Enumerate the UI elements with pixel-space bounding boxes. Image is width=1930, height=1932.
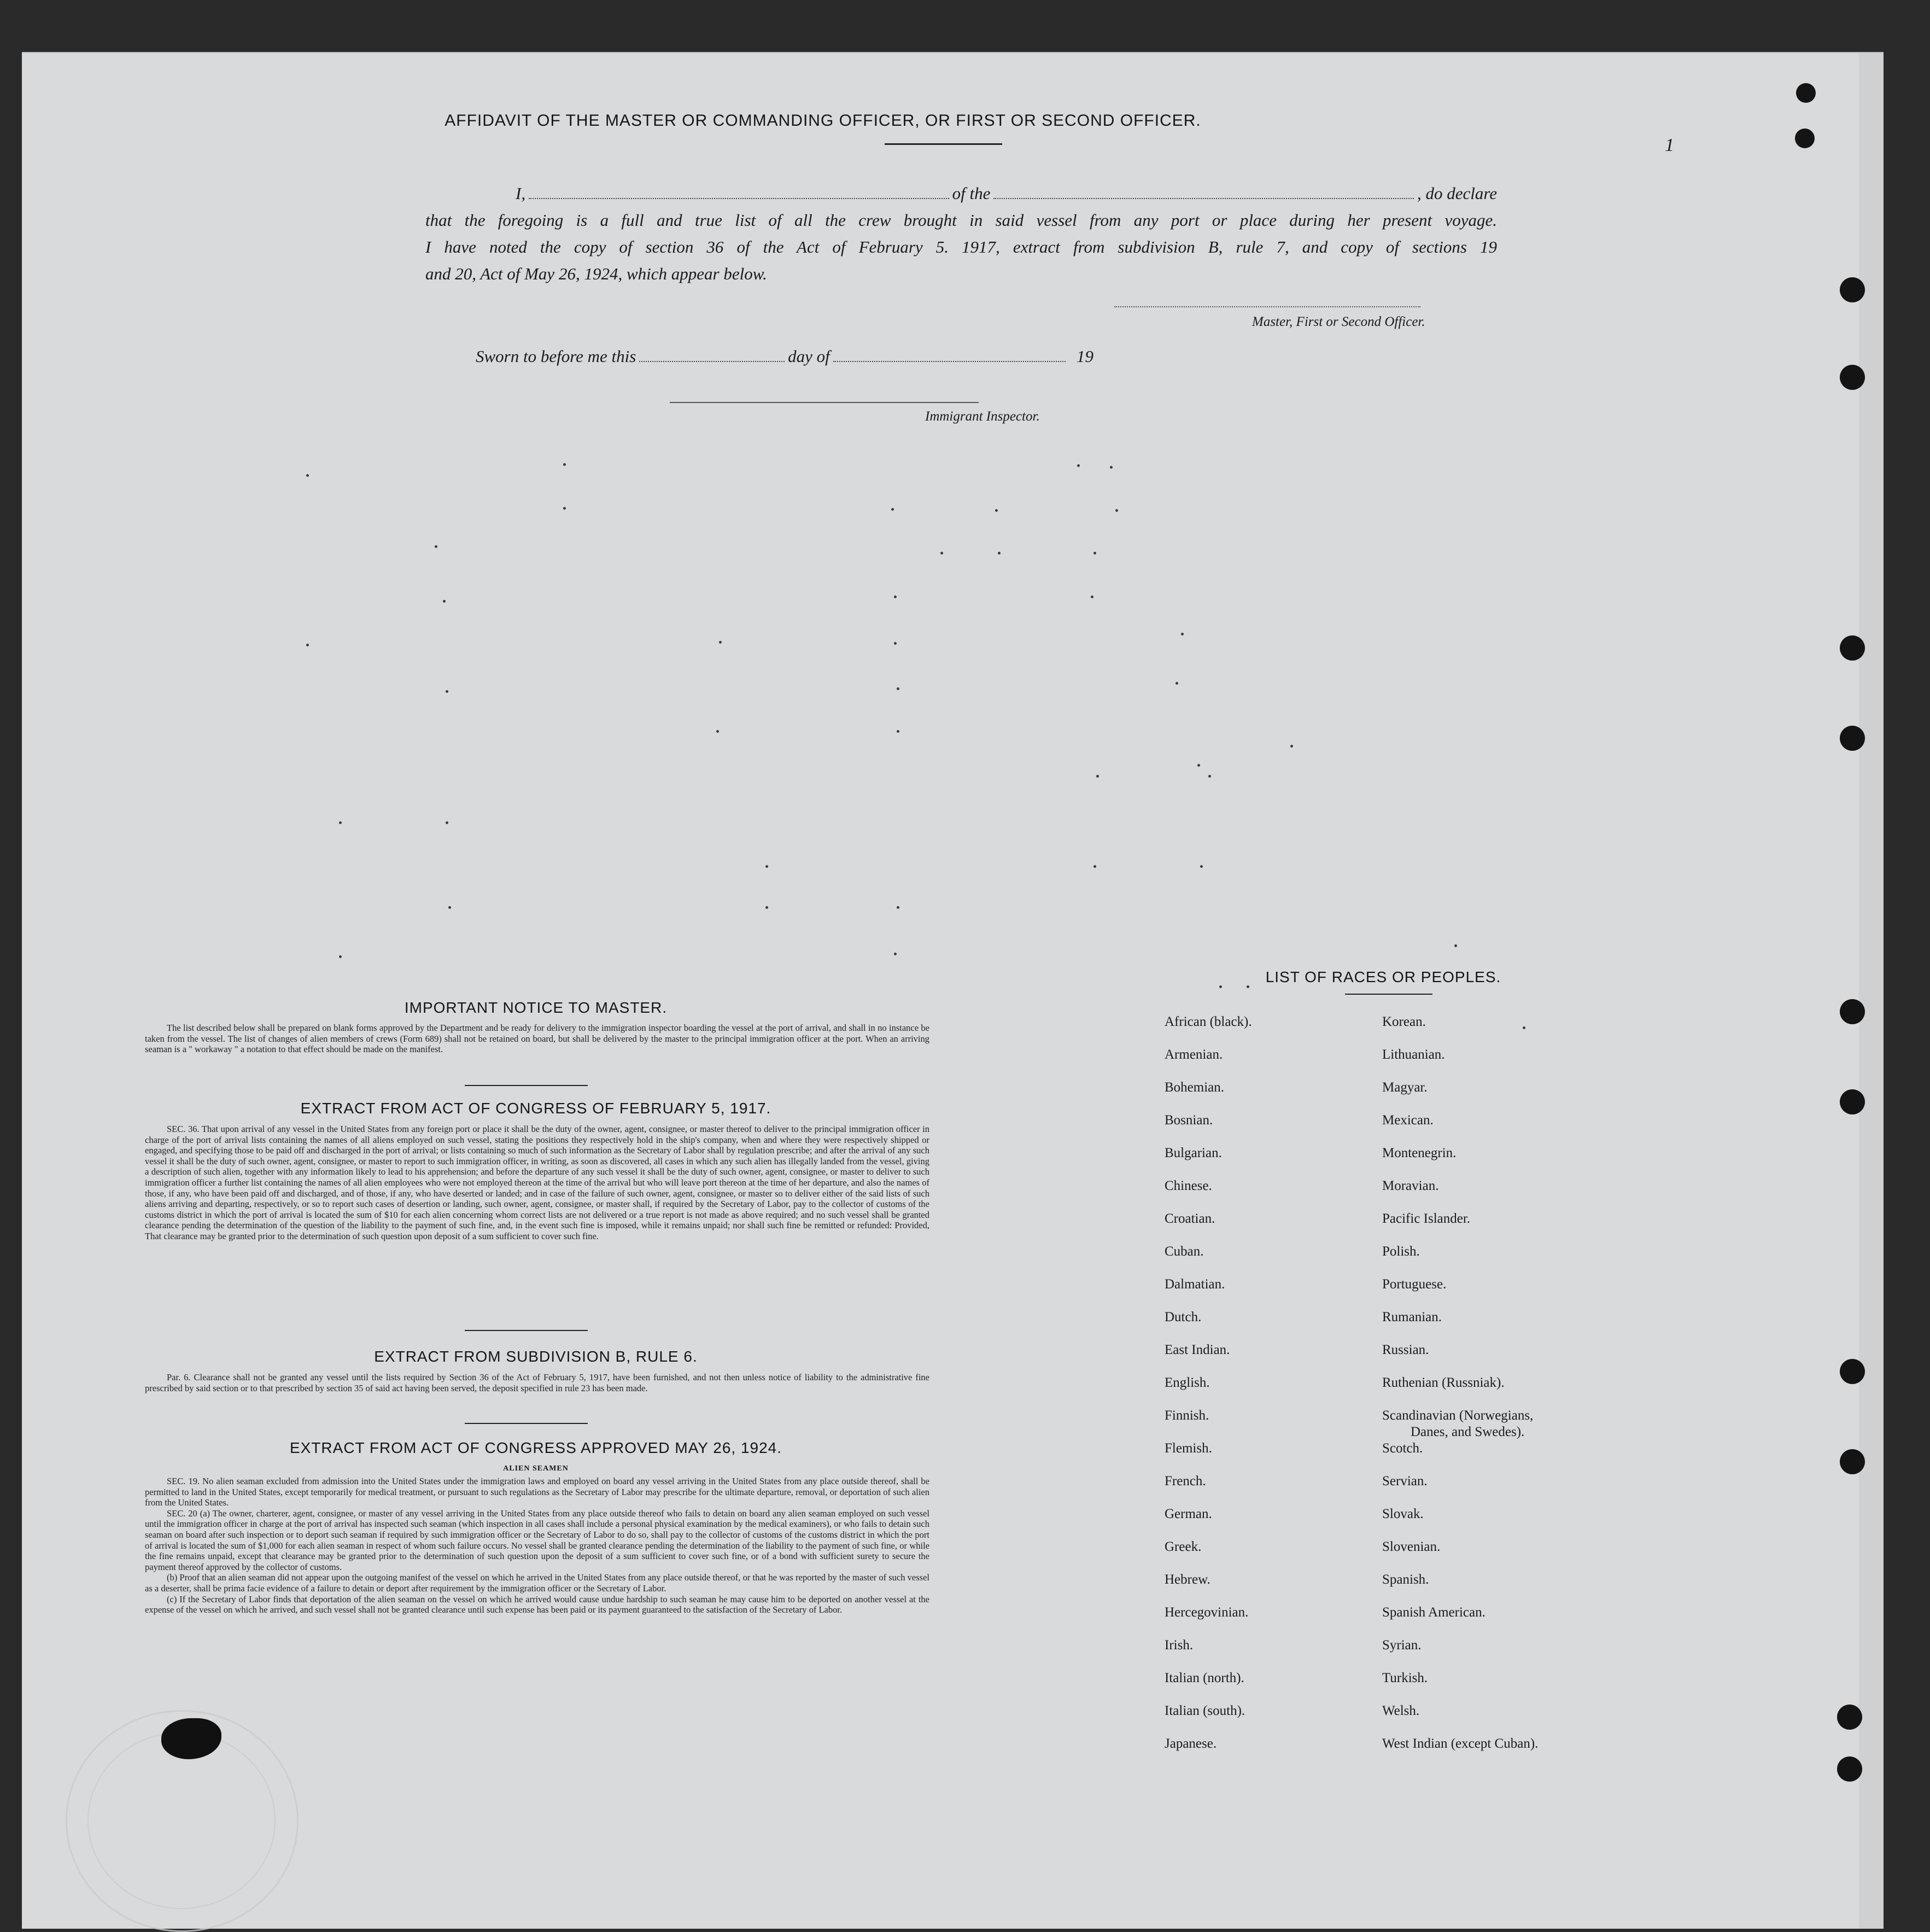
punch-hole bbox=[1840, 999, 1865, 1024]
punch-hole bbox=[1840, 365, 1865, 390]
affidavit-title: AFFIDAVIT OF THE MASTER OR COMMANDING OFFICER, OR FIRST OR SECOND OFFICER. bbox=[445, 112, 1201, 130]
sworn-line bbox=[476, 343, 1093, 370]
race-item: Servian. bbox=[1382, 1474, 1428, 1489]
stray-dot bbox=[894, 642, 897, 645]
punch-hole bbox=[1840, 635, 1865, 661]
stray-dot bbox=[998, 552, 1001, 554]
stray-dot bbox=[306, 474, 309, 477]
name-blank[interactable] bbox=[529, 183, 949, 199]
race-item: Moravian. bbox=[1382, 1178, 1439, 1193]
race-item: German. bbox=[1165, 1507, 1212, 1521]
race-item: Syrian. bbox=[1382, 1638, 1422, 1653]
race-item: Greek. bbox=[1165, 1539, 1202, 1554]
race-item: Italian (south). bbox=[1165, 1703, 1245, 1718]
race-item: Mexican. bbox=[1382, 1113, 1434, 1128]
race-item: Welsh. bbox=[1382, 1703, 1420, 1718]
notice-title: IMPORTANT NOTICE TO MASTER. bbox=[404, 999, 668, 1016]
race-item: Japanese. bbox=[1165, 1736, 1217, 1751]
race-item: Pacific Islander. bbox=[1382, 1211, 1471, 1226]
race-item: Dutch. bbox=[1165, 1310, 1202, 1324]
punch-hole bbox=[1796, 83, 1816, 103]
page-number: 1 bbox=[1665, 135, 1674, 155]
race-item-continuation: Danes, and Swedes). bbox=[1411, 1425, 1525, 1439]
stray-dot bbox=[891, 508, 894, 511]
race-item: Cuban. bbox=[1165, 1244, 1204, 1259]
stray-dot bbox=[940, 552, 943, 554]
affidavit-text: , do declare bbox=[1417, 184, 1498, 203]
race-item: Irish. bbox=[1165, 1638, 1194, 1653]
sworn-text: day of bbox=[788, 347, 830, 366]
inspector-label: Immigrant Inspector. bbox=[925, 409, 1040, 424]
stray-dot bbox=[1200, 865, 1203, 868]
stray-dot bbox=[1096, 775, 1099, 778]
stray-dot bbox=[1077, 464, 1080, 467]
race-item: Italian (north). bbox=[1165, 1671, 1244, 1685]
race-item: Polish. bbox=[1382, 1244, 1420, 1259]
race-item: Magyar. bbox=[1382, 1080, 1428, 1095]
punch-hole bbox=[1840, 1089, 1865, 1114]
sec19-paragraph: SEC. 19. No alien seaman excluded from admission into the United States under the immigration laws and employed on board any vessel arriving in the United States from any place outside thereof, shall be permitted to land in the United States, except temporarily for medical treatment, or pursuant to such regulations as the Secretary of Labor may prescribe for the ultimate departure, removal, or deportation of such alien from the United States. bbox=[145, 1476, 929, 1508]
race-item: Flemish. bbox=[1165, 1441, 1212, 1456]
stray-dot bbox=[1181, 633, 1184, 635]
day-blank[interactable] bbox=[639, 346, 785, 362]
section-rule bbox=[465, 1330, 588, 1331]
year-text: 19 bbox=[1077, 347, 1093, 366]
stray-dot bbox=[563, 463, 566, 466]
race-item: Scandinavian (Norwegians, bbox=[1382, 1408, 1534, 1423]
stray-dot bbox=[719, 641, 722, 644]
stray-dot bbox=[894, 953, 897, 955]
stray-dot bbox=[716, 730, 719, 733]
race-item: Slovenian. bbox=[1382, 1539, 1441, 1554]
stray-dot bbox=[1093, 552, 1096, 554]
stray-dot bbox=[897, 687, 899, 690]
affidavit-line-3: I have noted the copy of section 36 of the Act of February 5. 1917, extract from subdivision B, rule 7, and copy of sections 19 bbox=[425, 237, 1497, 256]
notice-text bbox=[145, 1023, 929, 1055]
race-item: Bosnian. bbox=[1165, 1113, 1213, 1128]
extract-1917-title: EXTRACT FROM ACT OF CONGRESS OF FEBRUARY 5, 1917. bbox=[300, 1100, 771, 1117]
affidavit-line-1 bbox=[425, 180, 1497, 207]
race-item: Hebrew. bbox=[1165, 1572, 1210, 1587]
extract-1924-text bbox=[145, 1476, 929, 1615]
stray-dot bbox=[1208, 775, 1211, 778]
race-item: English. bbox=[1165, 1375, 1210, 1390]
race-item: Slovak. bbox=[1382, 1507, 1424, 1521]
race-item: Chinese. bbox=[1165, 1178, 1212, 1193]
race-item: Lithuanian. bbox=[1382, 1047, 1445, 1062]
affidavit-text: I, bbox=[516, 184, 526, 203]
sworn-text: Sworn to before me this bbox=[476, 347, 636, 366]
affidavit-line-4: and 20, Act of May 26, 1924, which appear below. bbox=[425, 264, 767, 283]
sec20a-paragraph: SEC. 20 (a) The owner, charterer, agent, consignee, or master of any vessel arriving in the United States from any place outside thereof who fails to detain on board any alien seaman employed on such vessel until the immigration officer in charge at the port of arrival has inspected such seaman (which inspection in all cases shall include a personal physical examination by the medical examiners), or who fails to detain such seaman on board after such inspection or to deport such seaman if required by such immigration officer or the Secretary of Labor to do so, shall pay to the collector of customs of the customs district in which the port of arrival is located the sum of $1,000 for each alien seaman in respect of whom such failure occurs. No vessel shall be granted clearance pending the determination of the liability to the payment of such fine, or while the fine remains unpaid, except that clearance may be granted prior to the determination of such question upon the deposit of a sum sufficient to cover such fine, or of a bond with sufficient surety to secure the payment thereof approved by the collector of customs. bbox=[145, 1508, 929, 1572]
stray-dot bbox=[1290, 745, 1293, 748]
race-item: Bohemian. bbox=[1165, 1080, 1225, 1095]
race-item: French. bbox=[1165, 1474, 1206, 1489]
race-item: Spanish. bbox=[1382, 1572, 1429, 1587]
notice-paragraph: The list described below shall be prepared on blank forms approved by the Department and be ready for delivery to the immigration inspector boarding the vessel at the port of arrival, and shall in no instance be taken from the vessel. The list of changes of alien members of crews (Form 689) shall not be retained on board, but shall be delivered by the master to the principal immigration officer at the port. When an arriving seaman is a " workaway " a notation to that effect should be made on the manifest. bbox=[145, 1023, 929, 1055]
stray-dot bbox=[894, 596, 897, 598]
race-item: Korean. bbox=[1382, 1014, 1426, 1029]
stray-dot bbox=[1175, 682, 1178, 685]
inspector-signature-line[interactable] bbox=[670, 402, 979, 403]
race-item: Croatian. bbox=[1165, 1211, 1215, 1226]
stray-dot bbox=[339, 955, 342, 958]
stray-dot bbox=[446, 690, 448, 693]
punch-hole bbox=[1840, 726, 1865, 751]
punch-hole bbox=[1837, 1705, 1862, 1730]
extract-1917-paragraph: SEC. 36. That upon arrival of any vessel in the United States from any foreign port or place it shall be the duty of the owner, agent, consignee, or master thereof to deliver to the principal immigration officer in charge of the port of arrival lists containing the names of all aliens employed on such vessel, stating the positions they respectively hold in the ship's company, when and where they were respectively shipped or engaged, and specifying those to be paid off and discharged in the port of arrival; or lists containing so much of such information as the Secretary of Labor shall by regulation prescribe; and after the arrival of any such vessel it shall be the duty of such owner, agent, consignee, or master to report to such immigration officer, in writing, as soon as discovered, all cases in which any such alien has illegally landed from the vessel, giving a description of such alien, together with any information likely to lead to his apprehension; and before the departure of any such vessel it shall be the duty of such owner, agent, consignee, or master to deliver to such immigration officer a further list containing the names of all alien employees who were not employed thereon at the time of the arrival but who will leave port thereon at the time of her departure, and also the names of those, if any, who have been paid off and discharged, and of those, if any, who have deserted or landed; and in case of the failure of such owner, agent, consignee, or master so to deliver either of the said lists of such aliens arriving and departing, respectively, or so to report such cases of desertion or landing, such owner, agent, consignee, or master shall, if required by the Secretary of Labor, pay to the collector of customs of the customs district in which the port of arrival is located the sum of $10 for each alien concerning whom correct lists are not delivered or a true report is not made as above required; and no such vessel shall be granted clearance pending the determination of the question of the liability to the payment of such fine, and, in the event such fine is imposed, while it remains unpaid; nor shall such fine be remitted or refunded: Provided, That clearance may be granted prior to the determination of such question upon deposit of a sum sufficient to cover such fine. bbox=[145, 1124, 929, 1241]
punch-hole bbox=[1840, 1359, 1865, 1384]
race-item: Dalmatian. bbox=[1165, 1277, 1225, 1292]
rule6-text bbox=[145, 1372, 929, 1393]
rule6-paragraph: Par. 6. Clearance shall not be granted any vessel until the lists required by Section 36 of the Act of February 5, 1917, have been furnished, and not then unless notice of liability to the administrative fine prescribed by said section or to that prescribed by section 35 of said act having been served, the deposit specified in rule 23 has been made. bbox=[145, 1372, 929, 1393]
punch-hole bbox=[1840, 1449, 1865, 1474]
stray-dot bbox=[765, 906, 768, 909]
race-item: Rumanian. bbox=[1382, 1310, 1442, 1324]
race-item: East Indian. bbox=[1165, 1343, 1230, 1357]
races-title: LIST OF RACES OR PEOPLES. bbox=[1265, 968, 1501, 985]
sec20c-paragraph: (c) If the Secretary of Labor finds that deportation of the alien seaman on the vessel on which he arrived would cause undue hardship to such seaman he may cause him to be deported on another vessel at the expense of the vessel on which he arrived, and such vessel shall not be granted clearance until such expense has been paid or its payment guaranteed to the satisfaction of the Secretary of Labor. bbox=[145, 1594, 929, 1615]
race-item: Portuguese. bbox=[1382, 1277, 1447, 1292]
rule6-title: EXTRACT FROM SUBDIVISION B, RULE 6. bbox=[374, 1348, 698, 1365]
master-signature-line[interactable] bbox=[1114, 306, 1420, 307]
races-left-column bbox=[1165, 1014, 1252, 1768]
race-item: Armenian. bbox=[1165, 1047, 1223, 1062]
document-page bbox=[22, 52, 1884, 1929]
stray-dot bbox=[446, 821, 448, 824]
section-rule bbox=[465, 1423, 588, 1424]
stray-dot bbox=[1115, 509, 1118, 512]
stray-dot bbox=[897, 906, 899, 909]
race-item: African (black). bbox=[1165, 1014, 1252, 1029]
punch-hole bbox=[1840, 277, 1865, 302]
race-item: Montenegrin. bbox=[1382, 1146, 1457, 1160]
sec20b-paragraph: (b) Proof that an alien seaman did not appear upon the outgoing manifest of the vessel on which he arrived in the United States from any place outside thereof, or that he was reported by the master of such vessel as a deserter, shall be prima facie evidence of a failure to detain or deport after requirement by the immigration officer or the Secretary of Labor. bbox=[145, 1572, 929, 1594]
race-item: Spanish American. bbox=[1382, 1605, 1485, 1620]
punch-hole bbox=[1795, 129, 1815, 148]
punch-hole bbox=[1837, 1756, 1862, 1782]
page-edge bbox=[1859, 53, 1884, 1929]
affidavit-line-2: that the foregoing is a full and true list of all the crew brought in said vessel from any port or place during her present voyage. bbox=[425, 211, 1497, 230]
race-item: Scotch. bbox=[1382, 1441, 1423, 1456]
stray-dot bbox=[995, 509, 998, 512]
affidavit-body bbox=[425, 180, 1497, 287]
extract-1917-text bbox=[145, 1124, 929, 1242]
stray-dot bbox=[1093, 865, 1096, 868]
master-signature-label: Master, First or Second Officer. bbox=[1252, 314, 1425, 329]
stray-dot bbox=[1197, 764, 1200, 767]
race-item: Hercegovinian. bbox=[1165, 1605, 1249, 1620]
race-item: Turkish. bbox=[1382, 1671, 1428, 1685]
stray-dot bbox=[443, 600, 446, 603]
races-rule bbox=[1345, 994, 1432, 995]
stray-dot bbox=[897, 730, 899, 733]
stray-dot bbox=[563, 507, 566, 510]
title-rule bbox=[885, 143, 1002, 145]
races-right-column bbox=[1382, 1014, 1538, 1768]
stray-dot bbox=[306, 644, 309, 646]
stray-dot bbox=[765, 865, 768, 868]
race-item: Bulgarian. bbox=[1165, 1146, 1222, 1160]
stray-dot bbox=[1110, 466, 1113, 469]
race-item: Finnish. bbox=[1165, 1408, 1209, 1423]
vessel-blank[interactable] bbox=[993, 183, 1414, 199]
race-item: Ruthenian (Russniak). bbox=[1382, 1375, 1505, 1390]
stray-dot bbox=[339, 821, 342, 824]
extract-1924-title: EXTRACT FROM ACT OF CONGRESS APPROVED MAY 26, 1924. bbox=[289, 1439, 782, 1456]
stray-dot bbox=[448, 906, 451, 909]
affidavit-text: of the bbox=[952, 184, 991, 203]
section-rule bbox=[465, 1085, 588, 1086]
month-blank[interactable] bbox=[833, 346, 1066, 362]
stray-dot bbox=[1091, 596, 1093, 598]
stray-dot bbox=[1454, 944, 1457, 947]
race-item: West Indian (except Cuban). bbox=[1382, 1736, 1539, 1751]
extract-1924-subtitle: ALIEN SEAMEN bbox=[503, 1464, 569, 1473]
race-item: Russian. bbox=[1382, 1343, 1429, 1357]
stray-dot bbox=[435, 545, 437, 548]
